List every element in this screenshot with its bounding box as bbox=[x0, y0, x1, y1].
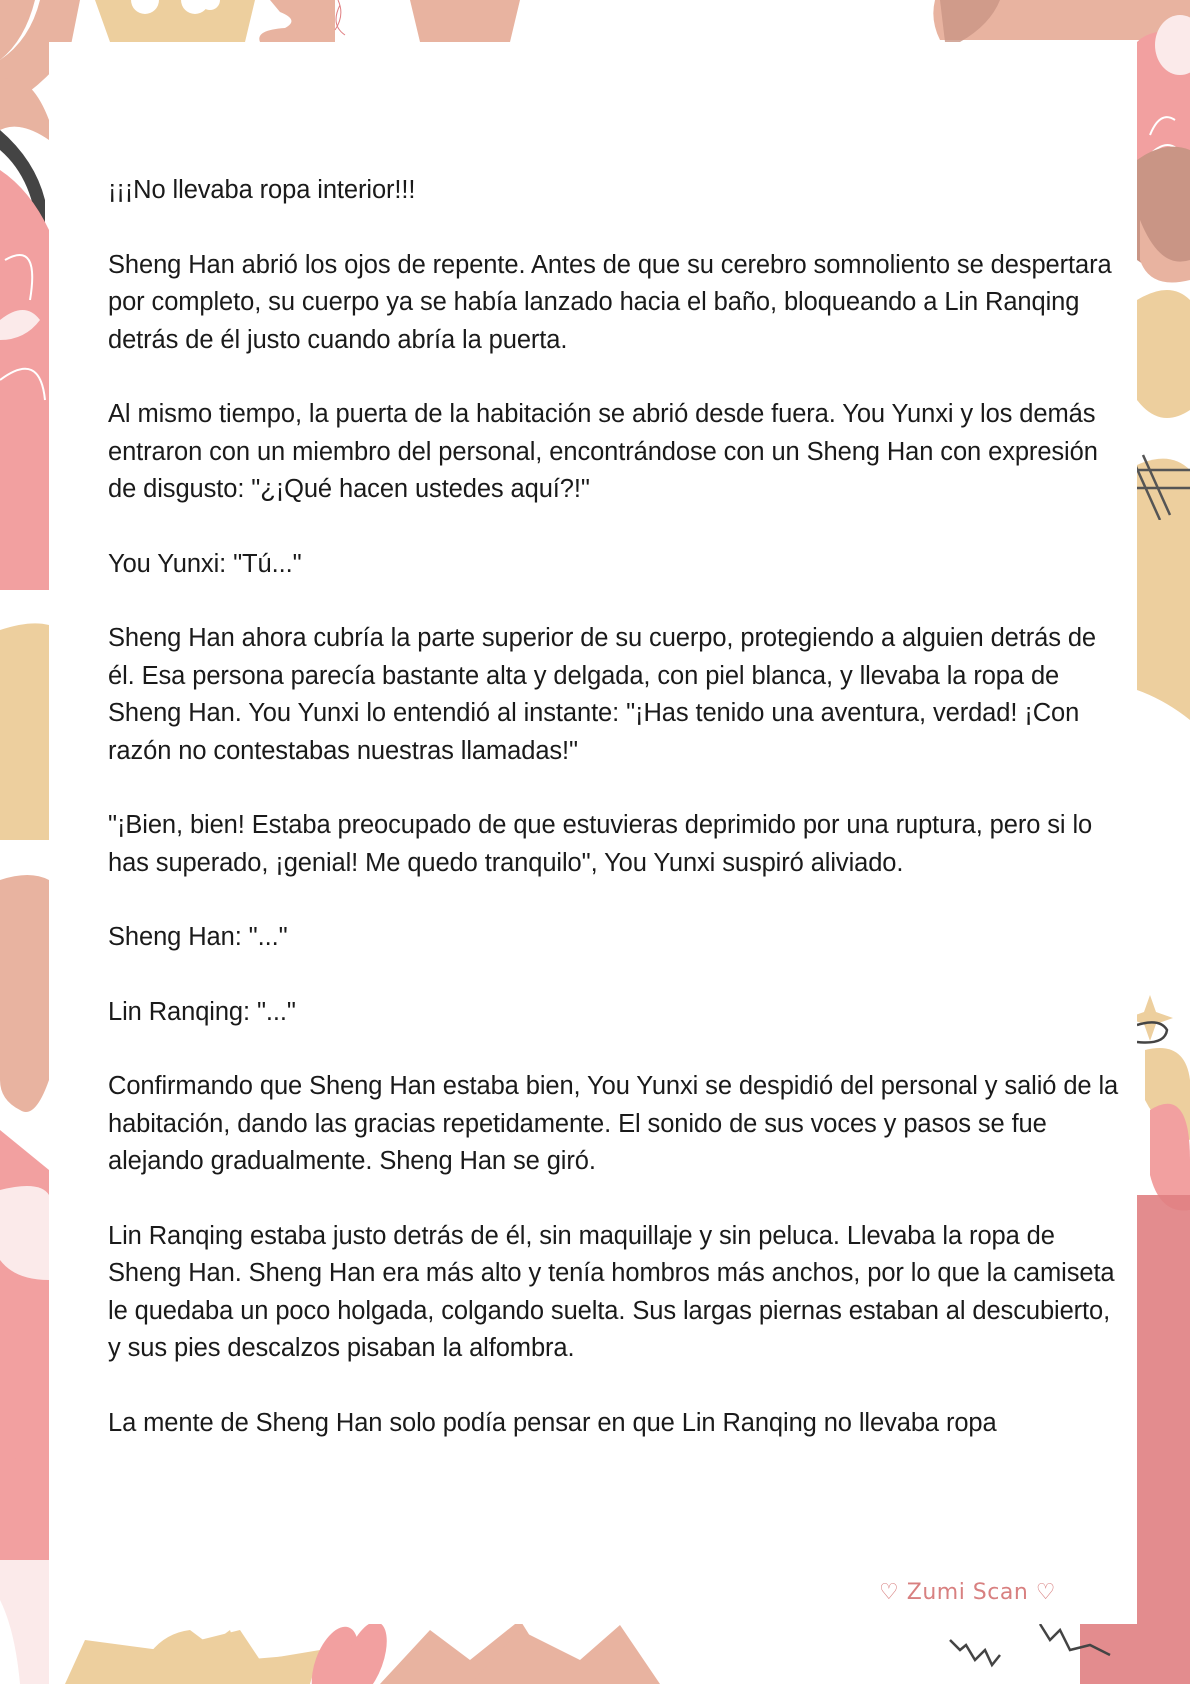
document-page bbox=[49, 42, 1137, 1624]
paragraph: Lin Ranqing estaba justo detrás de él, sin maquillaje y sin peluca. Llevaba la ropa de Sheng Han. Sheng Han era más alto y tenía hombros más anchos, por lo que la camiseta le quedaba un poco holgada, colgando suelta. Sus largas piernas estaban al descubierto, y sus pies descalzos pisaban la alfombra. bbox=[108, 1221, 1115, 1362]
paragraph: Lin Ranqing: "..." bbox=[108, 997, 296, 1026]
paragraph: Sheng Han abrió los ojos de repente. Antes de que su cerebro somnoliento se despertara por completo, su cuerpo ya se había lanzado hacia el baño, bloqueando a Lin Ranqing detrás de él justo cuando abría la puerta. bbox=[108, 250, 1112, 354]
paragraph: Sheng Han ahora cubría la parte superior de su cuerpo, protegiendo a alguien detrás de él. Esa persona parecía bastante alta y delgada, con piel blanca, y llevaba la ropa de Sheng Han. You Yunxi lo entendió al instante: "¡Has tenido una aventura, verdad! ¡Con razón no contestabas nuestras llamadas!" bbox=[108, 624, 1096, 765]
paragraph: "¡Bien, bien! Estaba preocupado de que estuvieras deprimido por una ruptura, pero si lo has superado, ¡genial! Me quedo tranquilo", You Yunxi suspiró aliviado. bbox=[108, 811, 1093, 877]
paragraph: Confirmando que Sheng Han estaba bien, You Yunxi se despidió del personal y salió de la habitación, dando las gracias repetidamente. El sonido de sus voces y pasos se fue alejando gradualmente. Sheng Han se giró. bbox=[108, 1072, 1119, 1175]
paragraph: You Yunxi: "Tú..." bbox=[108, 549, 302, 578]
scanlation-signature: ♡ Zumi Scan ♡ bbox=[879, 1580, 1056, 1605]
chapter-text bbox=[108, 172, 1128, 1479]
paragraph: ¡¡¡No llevaba ropa interior!!! bbox=[108, 176, 416, 204]
paragraph: Sheng Han: "..." bbox=[108, 923, 288, 951]
paragraph: La mente de Sheng Han solo podía pensar en que Lin Ranqing no llevaba ropa bbox=[108, 1408, 997, 1437]
paragraph: Al mismo tiempo, la puerta de la habitación se abrió desde fuera. You Yunxi y los demás entraron con un miembro del personal, encontrándose con un Sheng Han con expresión de disgusto: "¿¡Qué hacen ustedes aquí?!" bbox=[108, 400, 1098, 503]
